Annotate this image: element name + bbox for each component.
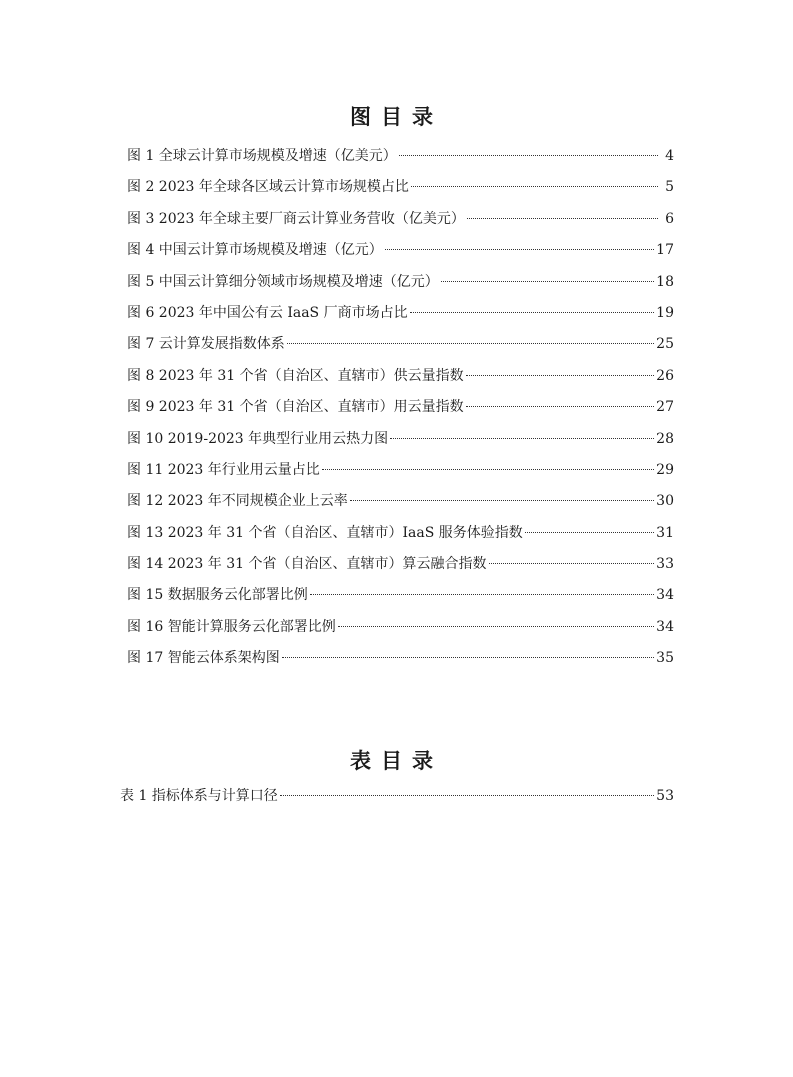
- dot-leader: [441, 281, 654, 282]
- figures-toc-title: 图目录: [350, 105, 443, 129]
- toc-entry-page: 28: [656, 430, 674, 447]
- toc-entry-page: 33: [656, 556, 674, 573]
- toc-entry-page: 4: [665, 148, 674, 164]
- toc-entry-page: 25: [656, 336, 674, 353]
- dot-leader: [385, 249, 654, 250]
- dot-leader: [489, 563, 655, 564]
- toc-entry-page: 34: [656, 618, 674, 635]
- toc-entry-label: 图 4 中国云计算市场规模及增速（亿元）: [127, 242, 383, 259]
- toc-entry-page: 18: [656, 273, 674, 290]
- toc-entry-label: 图 9 2023 年 31 个省（自治区、直辖市）用云量指数: [127, 399, 464, 416]
- toc-entry[interactable]: [127, 392, 674, 423]
- toc-entry[interactable]: [120, 781, 674, 812]
- dot-leader: [322, 469, 654, 470]
- toc-entry[interactable]: [127, 141, 674, 172]
- tables-toc-list: [120, 781, 674, 812]
- dot-leader: [338, 626, 654, 627]
- toc-entry-page: 29: [656, 461, 674, 478]
- toc-entry-page: 26: [656, 367, 674, 384]
- toc-entry-label: 图 16 智能计算服务云化部署比例: [127, 618, 336, 635]
- toc-entry-page: 17: [656, 242, 674, 259]
- dot-leader: [399, 155, 658, 156]
- toc-entry-label: 图 2 2023 年全球各区域云计算市场规模占比: [127, 179, 409, 196]
- toc-entry-label: 表 1 指标体系与计算口径: [120, 788, 278, 804]
- toc-entry[interactable]: [127, 518, 674, 549]
- toc-entry-label: 图 13 2023 年 31 个省（自治区、直辖市）IaaS 服务体验指数: [127, 524, 523, 541]
- toc-entry-label: 图 14 2023 年 31 个省（自治区、直辖市）算云融合指数: [127, 556, 487, 573]
- toc-entry-label: 图 6 2023 年中国公有云 IaaS 厂商市场占比: [127, 304, 408, 321]
- toc-entry[interactable]: [127, 172, 674, 203]
- dot-leader: [411, 186, 658, 187]
- toc-entry[interactable]: [127, 298, 674, 329]
- toc-entry[interactable]: [127, 235, 674, 266]
- toc-entry[interactable]: [127, 612, 674, 643]
- dot-leader: [525, 532, 654, 533]
- figures-toc-list: [127, 141, 674, 675]
- toc-entry-label: 图 15 数据服务云化部署比例: [127, 587, 308, 604]
- toc-entry-page: 53: [656, 788, 674, 804]
- dot-leader: [467, 218, 658, 219]
- toc-entry-page: 27: [656, 399, 674, 416]
- tables-toc-title: 表目录: [350, 749, 443, 773]
- dot-leader: [466, 375, 655, 376]
- dot-leader: [466, 406, 655, 407]
- toc-entry[interactable]: [127, 267, 674, 298]
- toc-entry-label: 图 12 2023 年不同规模企业上云率: [127, 493, 348, 510]
- toc-entry-label: 图 17 智能云体系架构图: [127, 650, 280, 667]
- toc-entry-label: 图 11 2023 年行业用云量占比: [127, 461, 320, 478]
- toc-entry[interactable]: [127, 486, 674, 517]
- toc-entry[interactable]: [127, 643, 674, 674]
- toc-entry-label: 图 8 2023 年 31 个省（自治区、直辖市）供云量指数: [127, 367, 464, 384]
- dot-leader: [390, 438, 654, 439]
- dot-leader: [287, 343, 654, 344]
- toc-entry-page: 30: [656, 493, 674, 510]
- toc-entry[interactable]: [127, 329, 674, 360]
- toc-entry[interactable]: [127, 361, 674, 392]
- toc-entry[interactable]: [127, 580, 674, 611]
- dot-leader: [410, 312, 655, 313]
- dot-leader: [310, 594, 654, 595]
- toc-entry-label: 图 3 2023 年全球主要厂商云计算业务营收（亿美元）: [127, 210, 465, 227]
- toc-entry-label: 图 10 2019-2023 年典型行业用云热力图: [127, 430, 389, 447]
- toc-entry[interactable]: [127, 455, 674, 486]
- toc-entry-page: 31: [656, 524, 674, 541]
- dot-leader: [280, 795, 654, 796]
- toc-entry-label: 图 5 中国云计算细分领域市场规模及增速（亿元）: [127, 273, 439, 290]
- toc-entry[interactable]: [127, 424, 674, 455]
- dot-leader: [350, 500, 654, 501]
- toc-entry-page: 6: [665, 210, 674, 227]
- toc-entry[interactable]: [127, 204, 674, 235]
- dot-leader: [282, 657, 654, 658]
- toc-entry-page: 19: [656, 304, 674, 321]
- toc-entry-page: 5: [665, 179, 674, 196]
- toc-entry-page: 35: [656, 650, 674, 667]
- toc-entry-page: 34: [656, 587, 674, 604]
- toc-entry-label: 图 1 全球云计算市场规模及增速（亿美元）: [127, 148, 397, 164]
- toc-entry[interactable]: [127, 549, 674, 580]
- toc-entry-label: 图 7 云计算发展指数体系: [127, 336, 285, 353]
